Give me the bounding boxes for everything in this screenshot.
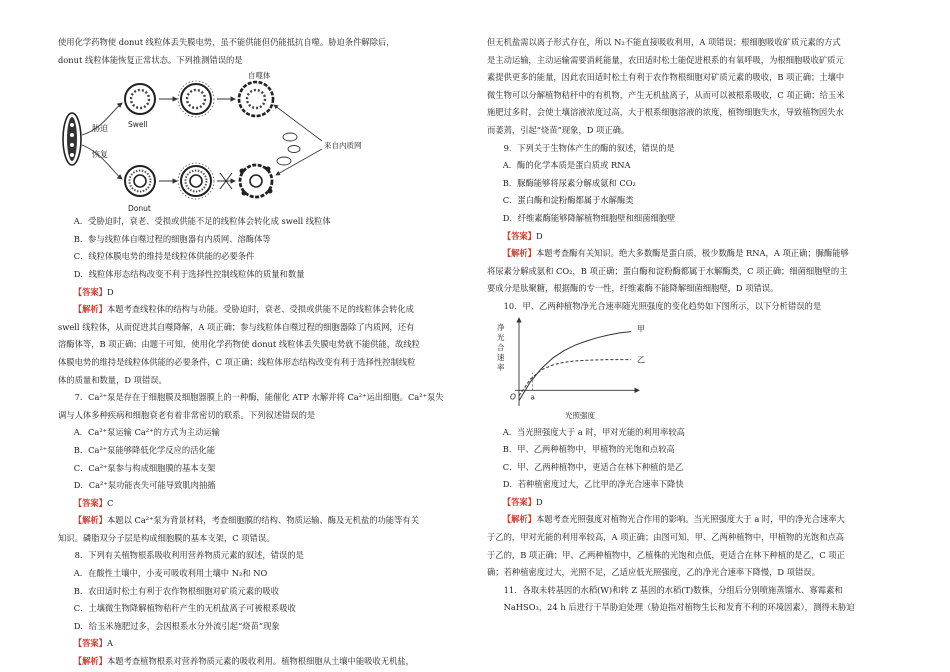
q6-analysis-line-5: 体的质量和数量，D 项错误。	[58, 374, 167, 385]
analysis-label: 【解析】	[502, 248, 536, 259]
q10-answer-value: D	[535, 496, 543, 507]
q9-answer-value: D	[535, 230, 543, 241]
q8-option-a: A．在酸性土壤中，小麦可吸收利用土壤中 N₂和 NO	[73, 568, 268, 579]
q10-analysis-line-4: 确；若种植密度过大，光照不足，乙适应低光照强度，乙的净光合速率下降慢，D 项错误。	[487, 567, 820, 578]
a-marker-label: a	[530, 392, 535, 401]
donut-label: Donut	[128, 204, 151, 214]
donut-mitochondrion	[125, 166, 155, 196]
q7-analysis-line-2: 知识。磷脂双分子层是构成细胞膜的基本支架，C 项错误。	[58, 532, 275, 543]
q6-option-c: C．线粒体膜电势的维持是线粒体供能的必要条件	[73, 251, 255, 262]
q7-option-c: C．Ca²⁺泵参与构成细胞膜的基本支架	[73, 462, 216, 473]
recover-label: 恢复	[92, 150, 108, 160]
mitochondrion-source	[63, 113, 81, 165]
q11-stem-line-2: NaHSO₃，24 h 后进行干旱胁迫处理（胁迫指对植物生长和发育不利的环境因素），测得未胁迫	[503, 602, 855, 613]
q8-analysis-cont-2: 是主动运输，主动运输需要消耗能量，农田适时松土能促进根系的有氧呼吸，为根细胞吸收矿质元	[487, 54, 844, 65]
q10-option-a: A．当光照强度大于 a 时，甲对光能的利用率较高	[502, 426, 685, 437]
q7-analysis-text: 本题以 Ca²⁺泵为背景材料，考查细胞膜的结构、物质运输、酶及无机盐的功能等有关	[106, 515, 420, 526]
q10-option-d: D．若种植密度过大，乙比甲的净光合速率下降快	[502, 479, 684, 490]
q10-analysis	[487, 511, 919, 529]
x-axis-label: 光照强度	[565, 410, 595, 420]
q7-answer	[58, 495, 490, 513]
swell-mitochondrion-2	[178, 81, 214, 117]
y-axis-label-char: 率	[497, 362, 505, 372]
right-column	[487, 34, 919, 617]
q10-answer	[487, 494, 919, 512]
q8-answer-value: A	[106, 638, 113, 649]
q9-option-b: B．脲酶能够将尿素分解成氨和 CO₂	[502, 177, 636, 188]
q8-stem: 8．下列有关植物根系吸收利用营养物质元素的叙述，错误的是	[74, 550, 304, 561]
q6-answer	[58, 284, 490, 302]
y-axis-label	[497, 322, 505, 372]
q6-analysis-line-4: 体膜电势的维持是线粒体供能的必要条件，C 项正确；线粒体形态结构改变有利于选择性控制线粒	[58, 356, 416, 367]
autophagosome	[239, 82, 273, 116]
mitochondria-diagram	[58, 69, 490, 213]
donut-mitochondrion-2	[178, 163, 214, 199]
q10-option-c: C．甲、乙两种植物中，更适合在林下种植的是乙	[502, 461, 684, 472]
q8-option-d: D．给玉米施肥过多，会因根系水分外流引起“烧苗”现象	[73, 620, 280, 631]
q6-answer-value: D	[106, 286, 114, 297]
y-axis-label-char: 光	[497, 332, 505, 342]
q7-option-a: A．Ca²⁺泵运输 Ca²⁺的方式为主动运输	[73, 427, 220, 438]
q6-option-d: D．线粒体形态结构改变不利于选择性控制线粒体的质量和数量	[73, 268, 305, 279]
q9-stem: 9．下列关于生物体产生的酶的叙述，错误的是	[503, 142, 675, 153]
answer-label: 【答案】	[73, 286, 107, 297]
q8-answer	[58, 635, 490, 653]
q6-option-a: A．受胁迫时，衰老、受损或供能不足的线粒体会转化成 swell 线粒体	[73, 216, 331, 227]
q10-analysis-line-2: 于乙的，甲对光能的利用率较高，A 项正确；由图可知，甲、乙两种植物中，甲植物的光饱和点高	[487, 532, 845, 543]
q8-option-c: C．土壤微生物降解植物秸秆产生的无机盐离子可被根系吸收	[73, 603, 296, 614]
q7-option-d: D．Ca²⁺泵功能丧失可能导致肌肉抽搐	[73, 480, 216, 491]
q8-analysis-cont-4: 微生物可以分解植物秸秆中的有机物，产生无机盐离子，从而可以被根系吸收，C 项正确；给玉米	[487, 89, 845, 100]
chart-svg	[487, 316, 919, 424]
q9-option-d: D．纤维素酶能够降解植物细胞壁和细菌细胞壁	[502, 212, 676, 223]
er-source-label: 来自内质网	[324, 141, 362, 151]
answer-label: 【答案】	[73, 497, 107, 508]
donut-mitochondrion-3	[240, 165, 273, 197]
analysis-label: 【解析】	[73, 656, 107, 667]
analysis-label: 【解析】	[73, 515, 107, 526]
y-axis-label-char: 合	[497, 342, 505, 352]
lysosome-group	[277, 133, 300, 165]
q9-analysis-text: 本题考查酶有关知识。绝大多数酶是蛋白质，极少数酶是 RNA，A 项正确；脲酶能够	[535, 248, 849, 259]
photosynthesis-chart	[487, 316, 919, 424]
q10-option-b: B．甲、乙两种植物中，甲植物的光饱和点较高	[502, 444, 675, 455]
stress-label: 胁迫	[92, 124, 108, 134]
y-axis-label-char: 速	[497, 352, 505, 362]
analysis-label: 【解析】	[502, 514, 536, 525]
q6-analysis-line-3: 溶酶体等，B 项正确；由题干可知，使用化学药物使 donut 线粒体丢失膜电势就不能供能，故线粒	[58, 339, 420, 350]
swell-label: Swell	[128, 120, 148, 130]
origin-label: O	[510, 391, 516, 401]
q7-stem-line-1: 7．Ca²⁺泵是存在于细胞膜及细胞器膜上的一种酶，能催化 ATP 水解并将 Ca²⁺运出细胞。Ca²⁺泵失	[74, 392, 444, 403]
q7-answer-value: C	[106, 497, 114, 508]
q6-analysis-text: 本题考查线粒体的结构与功能。受胁迫时，衰老、受损或供能不足的线粒体会转化成	[106, 304, 414, 315]
series-label-yi: 乙	[637, 355, 645, 365]
q9-answer	[487, 228, 919, 246]
q8-analysis-cont-3: 素提供更多的能量，因此农田适时松土有利于农作物根细胞对矿质元素的吸收，B 项正确；土壤中	[487, 72, 845, 83]
y-axis-label-char: 净	[497, 322, 505, 332]
q11-stem-line-1: 11．各取未转基因的水稻(W)和转 Z 基因的水稻(T)数株，分组后分别喷施蒸馏水、寡霉素和	[503, 584, 843, 595]
q9-analysis-line-3: 要成分是肽聚糖，根据酶的专一性，纤维素酶不能降解细菌细胞壁，D 项错误。	[487, 283, 779, 294]
swell-mitochondrion	[125, 84, 155, 114]
answer-label: 【答案】	[502, 230, 536, 241]
autophagosome-label: 自噬体	[248, 71, 271, 81]
q6-intro-line-2: donut 线粒体能恢复正常状态。下列推测错误的是	[58, 54, 243, 65]
answer-label: 【答案】	[73, 638, 107, 649]
q9-option-a: A．酶的化学本质是蛋白质或 RNA	[502, 160, 631, 171]
q7-analysis	[58, 512, 490, 530]
q8-analysis-cont-6: 而萎蔫，引起“烧苗”现象，D 项正确。	[487, 124, 630, 135]
q7-stem-line-2: 调与人体多种疾病和细胞衰老有着非常密切的联系。下列叙述错误的是	[58, 409, 316, 420]
q10-stem: 10．甲、乙两种植物净光合速率随光照强度的变化趋势如下图所示，以下分析错误的是	[503, 300, 822, 311]
q9-analysis	[487, 245, 919, 263]
left-column	[58, 34, 490, 671]
analysis-label: 【解析】	[73, 304, 107, 315]
q6-intro-line-1: 使用化学药物使 donut 线粒体丢失膜电势，虽不能供能但仍能抵抗自噬。胁迫条件解除后，	[58, 37, 395, 47]
q6-analysis	[58, 301, 490, 319]
q8-analysis-cont-1: 但无机盐需以离子形式存在，所以 N₂不能直接吸收利用，A 项错误；根细胞吸收矿质元素的方式	[487, 37, 841, 47]
q8-option-b: B．农田适时松土有利于农作物根细胞对矿质元素的吸收	[73, 585, 279, 596]
q8-analysis-cont-5: 施肥过多时，会使土壤溶液浓度过高，大于根系细胞溶液的浓度，植物细胞失水，导致植物因失水	[487, 107, 844, 118]
q10-analysis-text: 本题考查光照强度对植物光合作用的影响。当光照强度大于 a 时，甲的净光合速率大	[535, 514, 845, 525]
q8-analysis	[58, 653, 490, 671]
q10-analysis-line-3: 于乙的，B 项正确；甲、乙两种植物中，乙植株的光饱和点低，更适合在林下种植的是乙，C 项正	[487, 549, 845, 560]
q8-analysis-text: 本题考查植物根系对营养物质元素的吸收利用。植物根细胞从土壤中能吸收无机盐，	[106, 656, 414, 667]
q9-analysis-line-2: 将尿素分解成氨和 CO₂，B 项正确；蛋白酶和淀粉酶都属于水解酶类，C 项正确；细菌细胞壁的主	[487, 265, 848, 276]
answer-label: 【答案】	[502, 496, 536, 507]
series-label-jia: 甲	[637, 324, 645, 334]
q9-option-c: C．蛋白酶和淀粉酶都属于水解酶类	[502, 195, 634, 206]
q6-analysis-line-2: swell 线粒体，从而促进其自噬降解，A 项正确；参与线粒体自噬过程的细胞器除了内质网，还有	[58, 321, 415, 332]
q7-option-b: B．Ca²⁺泵能够降低化学反应的活化能	[73, 444, 216, 455]
q6-option-b: B．参与线粒体自噬过程的细胞器有内质网、溶酶体等	[73, 233, 271, 244]
